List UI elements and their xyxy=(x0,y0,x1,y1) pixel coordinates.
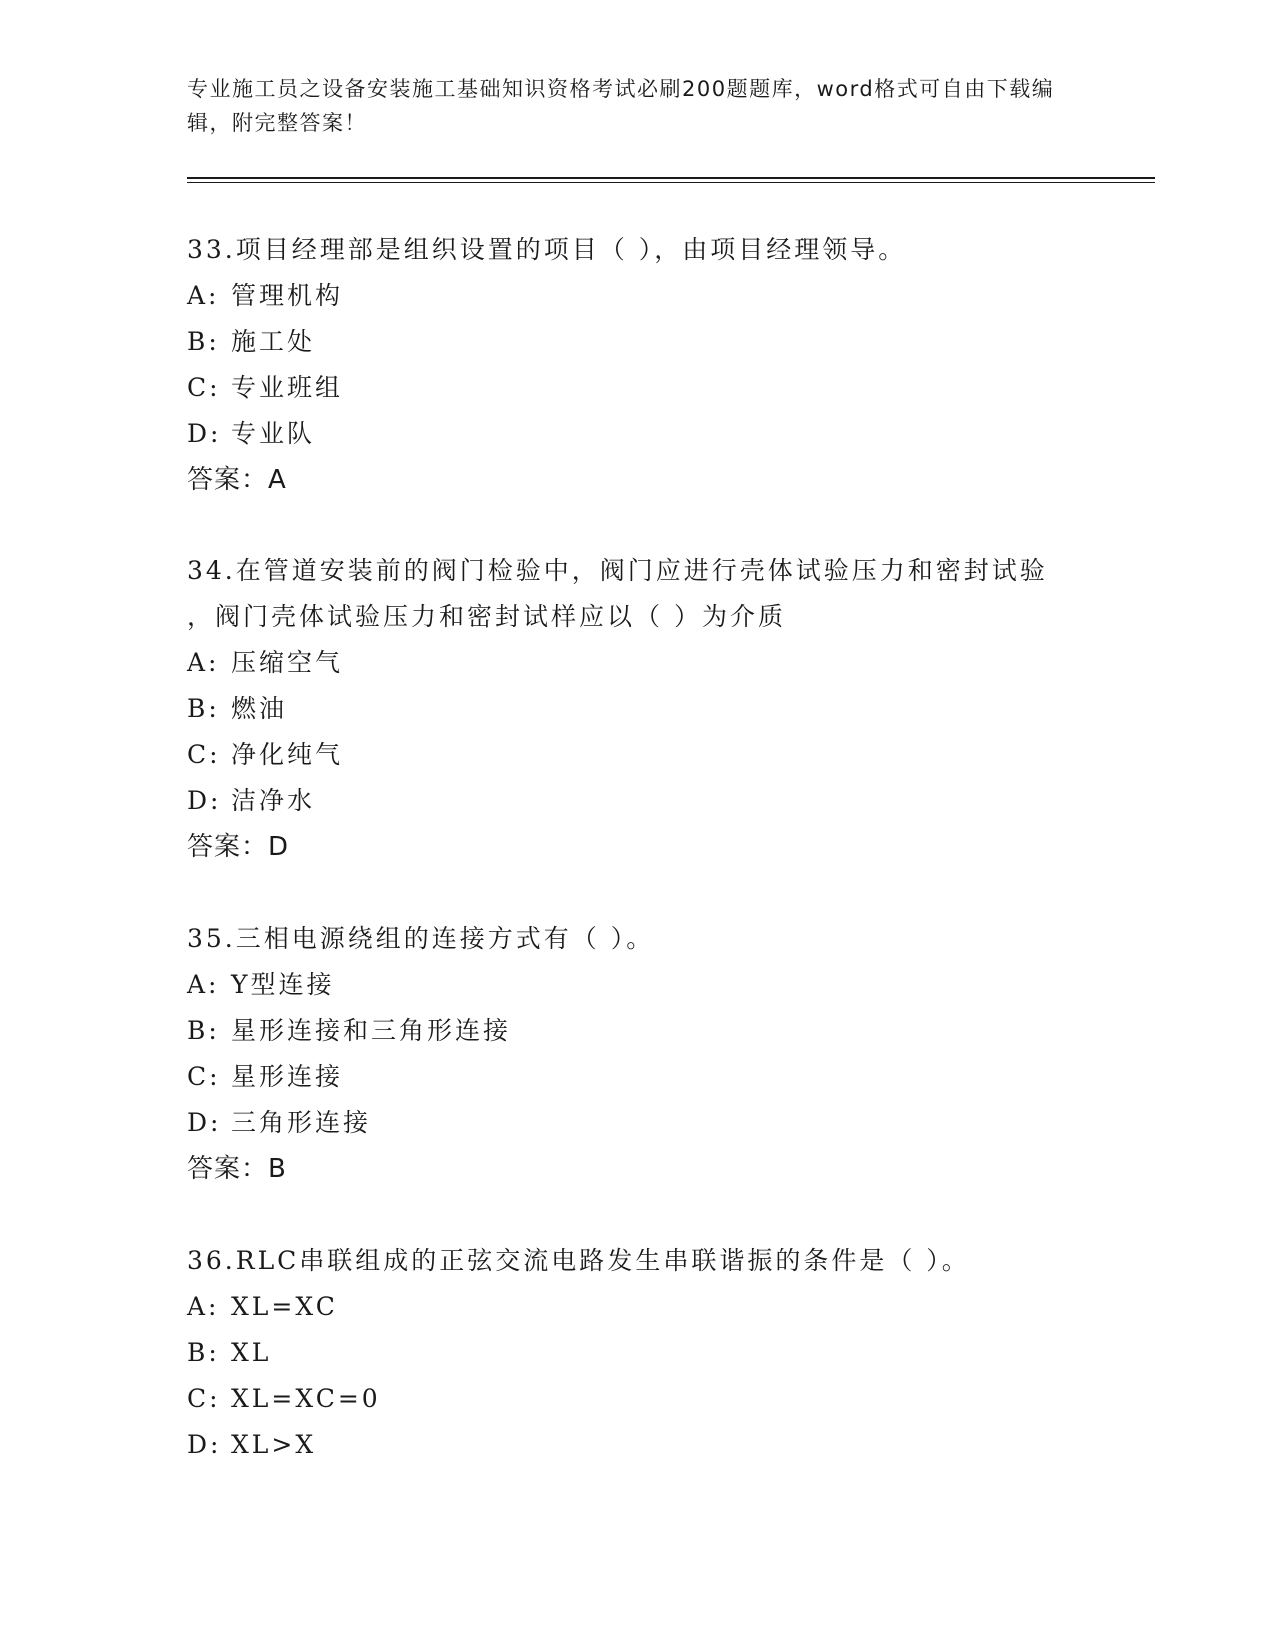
option-letter: C: xyxy=(187,1384,221,1413)
option-text: XL=XC xyxy=(231,1292,338,1321)
option-text: 燃油 xyxy=(231,694,288,723)
option-text: 管理机构 xyxy=(231,281,344,310)
option-text: 洁净水 xyxy=(231,786,316,815)
option-b xyxy=(187,319,1087,365)
option-letter: A: xyxy=(187,648,220,677)
option-text: 专业班组 xyxy=(231,373,344,402)
question-stem: 35.三相电源绕组的连接方式有（ ）。 xyxy=(187,924,655,953)
option-letter: A: xyxy=(187,281,220,310)
option-text: Y型连接 xyxy=(231,970,335,999)
option-c xyxy=(187,1054,1087,1100)
option-text: XL>X xyxy=(231,1430,317,1459)
option-letter: A: xyxy=(187,970,220,999)
question-stem: 33.项目经理部是组织设置的项目（ ），由项目经理领导。 xyxy=(187,235,907,264)
option-letter: D: xyxy=(187,1108,222,1137)
option-text: 专业队 xyxy=(231,419,316,448)
option-text: 三角形连接 xyxy=(231,1108,372,1137)
question-33 xyxy=(187,227,1087,503)
option-text: 星形连接和三角形连接 xyxy=(231,1016,512,1045)
option-a xyxy=(187,640,1087,686)
option-letter: B: xyxy=(187,1016,220,1045)
answer: 答案：D xyxy=(187,832,290,862)
answer: 答案：A xyxy=(187,465,287,495)
option-letter: C: xyxy=(187,1062,221,1091)
question-stem-line-1: 34.在管道安装前的阀门检验中，阀门应进行壳体试验压力和密封试验 xyxy=(187,556,1048,585)
question-34 xyxy=(187,548,1087,870)
option-text: 施工处 xyxy=(231,327,316,356)
question-stem-line-2: ，阀门壳体试验压力和密封试样应以（ ）为介质 xyxy=(187,602,786,631)
option-c xyxy=(187,365,1087,411)
option-d xyxy=(187,1100,1087,1146)
option-b xyxy=(187,1330,1087,1376)
option-text: XL xyxy=(231,1338,272,1367)
option-text: XL=XC=0 xyxy=(231,1384,381,1413)
question-36 xyxy=(187,1238,1087,1468)
document-header: 专业施工员之设备安装施工基础知识资格考试必刷200题题库，word格式可自由下载编辑，附完整答案！ xyxy=(187,77,1055,135)
option-a xyxy=(187,962,1087,1008)
option-c xyxy=(187,732,1087,778)
question-35 xyxy=(187,916,1087,1192)
option-letter: B: xyxy=(187,694,220,723)
option-letter: D: xyxy=(187,1430,222,1459)
option-text: 净化纯气 xyxy=(231,740,344,769)
option-d xyxy=(187,411,1087,457)
option-b xyxy=(187,1008,1087,1054)
option-a xyxy=(187,273,1087,319)
option-d xyxy=(187,778,1087,824)
option-text: 星形连接 xyxy=(231,1062,344,1091)
option-letter: B: xyxy=(187,1338,220,1367)
option-letter: A: xyxy=(187,1292,220,1321)
option-letter: D: xyxy=(187,419,222,448)
header-rule-thin xyxy=(187,182,1155,183)
option-d xyxy=(187,1422,1087,1468)
option-b xyxy=(187,686,1087,732)
option-letter: C: xyxy=(187,740,221,769)
option-c xyxy=(187,1376,1087,1422)
answer: 答案：B xyxy=(187,1154,287,1184)
option-a xyxy=(187,1284,1087,1330)
header-rule-thick xyxy=(187,177,1155,179)
option-letter: C: xyxy=(187,373,221,402)
option-letter: D: xyxy=(187,786,222,815)
option-text: 压缩空气 xyxy=(231,648,344,677)
option-letter: B: xyxy=(187,327,220,356)
question-stem: 36.RLC串联组成的正弦交流电路发生串联谐振的条件是（ ）。 xyxy=(187,1246,970,1275)
